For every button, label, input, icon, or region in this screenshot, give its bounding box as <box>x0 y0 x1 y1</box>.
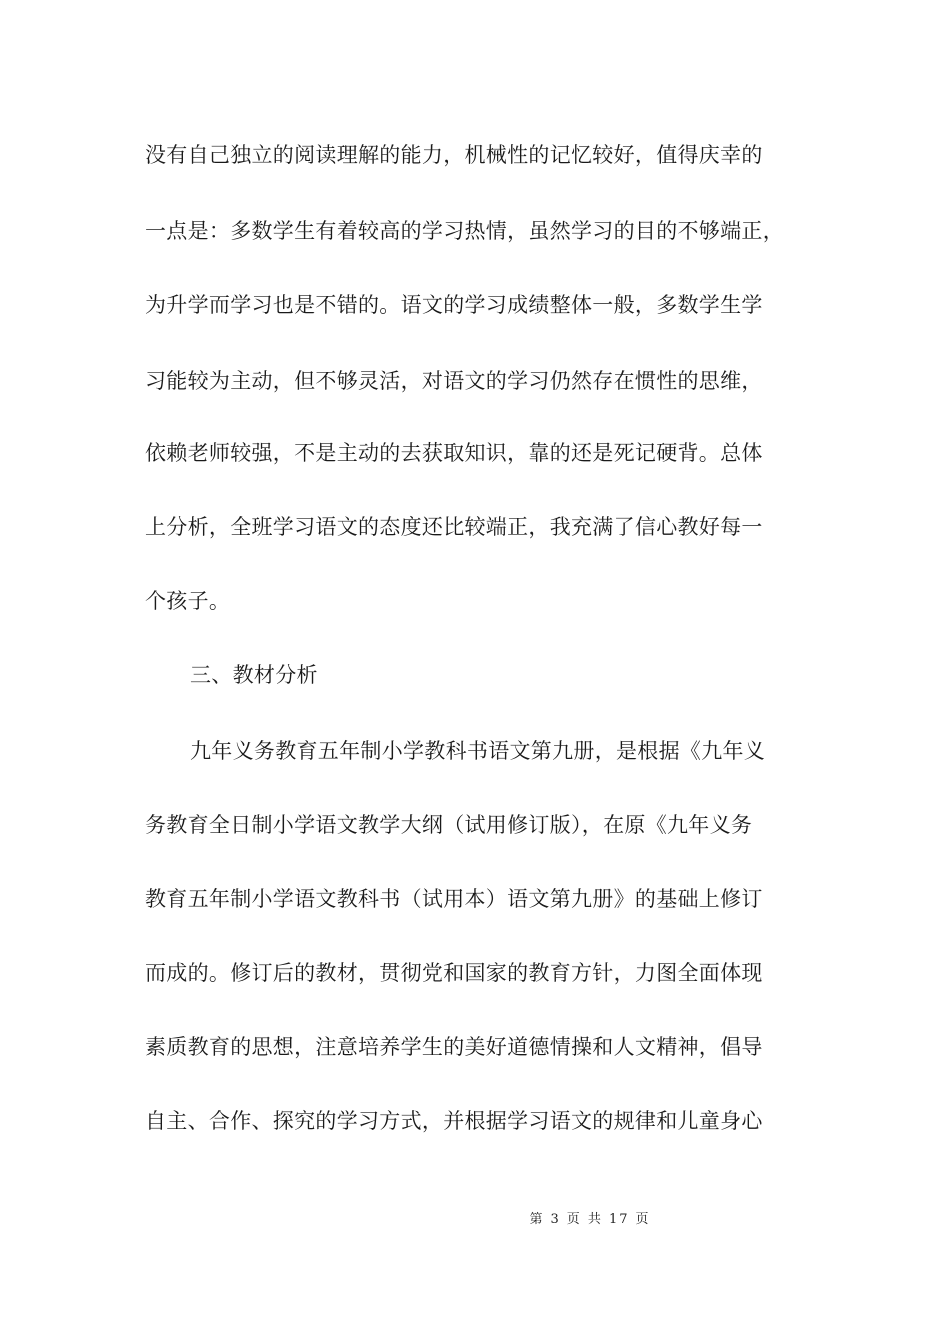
text-line: 九年义务教育五年制小学教科书语文第九册，是根据《九年义 <box>190 739 766 763</box>
text-line: 习能较为主动，但不够灵活，对语文的学习仍然存在惯性的思维， <box>145 369 763 393</box>
text-line: 素质教育的思想，注意培养学生的美好道德情操和人文精神，倡导 <box>145 1035 763 1059</box>
total-pages-number: 17 <box>608 1212 630 1227</box>
text-line: 一点是：多数学生有着较高的学习热情，虽然学习的目的不够端正， <box>145 219 784 243</box>
section-heading: 三、教材分析 <box>190 663 318 687</box>
text-line: 为升学而学习也是不错的。语文的学习成绩整体一般，多数学生学 <box>145 293 763 317</box>
footer-suffix: 页 <box>635 1212 651 1227</box>
current-page-number: 3 <box>550 1212 561 1227</box>
text-line: 上分析，全班学习语文的态度还比较端正，我充满了信心教好每一 <box>145 515 763 539</box>
text-line: 自主、合作、探究的学习方式，并根据学习语文的规律和儿童身心 <box>145 1109 763 1133</box>
page-footer <box>0 1208 950 1227</box>
text-line: 而成的。修订后的教材，贯彻党和国家的教育方针，力图全面体现 <box>145 961 763 985</box>
text-line: 教育五年制小学语文教科书（试用本）语文第九册》的基础上修订 <box>145 887 763 911</box>
text-line: 个孩子。 <box>145 589 231 613</box>
text-line: 依赖老师较强，不是主动的去获取知识，靠的还是死记硬背。总体 <box>145 441 763 465</box>
footer-prefix: 第 <box>529 1212 545 1227</box>
text-line: 务教育全日制小学语文教学大纲（试用修订版），在原《九年义务 <box>145 813 753 837</box>
text-line: 没有自己独立的阅读理解的能力，机械性的记忆较好，值得庆幸的 <box>145 143 763 167</box>
footer-middle: 页 共 <box>566 1212 603 1227</box>
